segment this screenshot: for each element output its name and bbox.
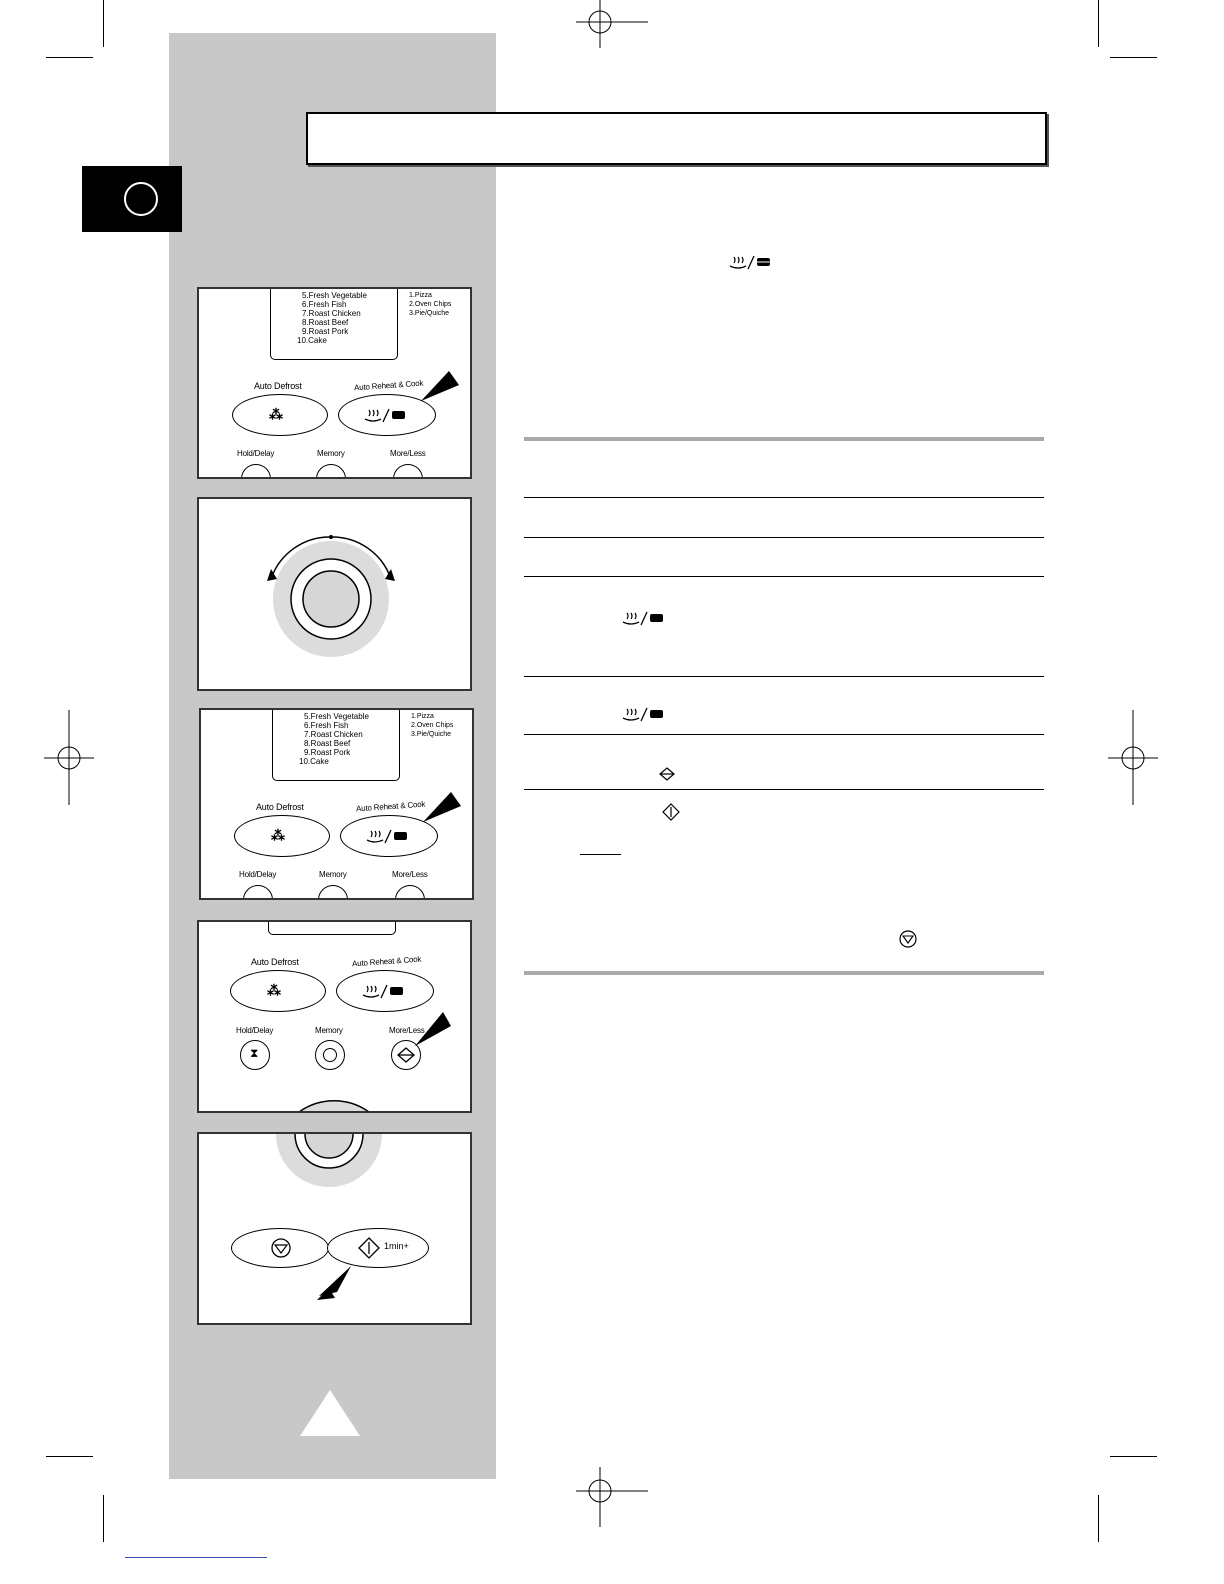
side-item: 1.Pizza (409, 292, 432, 299)
auto-defrost-label: Auto Defrost (256, 802, 304, 812)
language-circle (124, 182, 158, 216)
table-rule (524, 789, 1044, 790)
menu-item: 10.Cake (299, 757, 329, 766)
control-panel-illustration-5 (197, 1132, 472, 1325)
hold-delay-label: Hold/Delay (237, 449, 275, 458)
page-number-triangle (298, 1388, 362, 1438)
start-icon (358, 1237, 380, 1259)
menu-item: 8.Roast Beef (302, 318, 349, 327)
memory-icon (323, 1048, 337, 1062)
dial-graphic (269, 1132, 389, 1198)
side-item: 2.Oven Chips (411, 722, 454, 729)
table-rule (524, 537, 1044, 538)
menu-item: 7.Roast Chicken (302, 309, 361, 318)
side-item: 3.Pie/Quiche (409, 310, 450, 317)
defrost-icon: ⁂ (267, 982, 281, 998)
table-rule (524, 734, 1044, 735)
side-list (411, 712, 453, 739)
menu-item: 6.Fresh Fish (304, 721, 349, 730)
memory-label: Memory (315, 1026, 343, 1035)
section-rule-bottom (524, 971, 1044, 975)
crop-mark (103, 1495, 104, 1542)
footer-rule (125, 1557, 267, 1558)
side-item: 2.Oven Chips (409, 301, 452, 308)
memory-label: Memory (319, 870, 347, 879)
registration-mark (1108, 710, 1158, 805)
memory-button[interactable] (316, 464, 346, 479)
auto-reheat-label: Auto Reheat & Cook (351, 954, 422, 969)
reheat-cook-icon (621, 610, 667, 628)
more-less-button[interactable] (395, 885, 425, 900)
memory-label: Memory (317, 449, 345, 458)
hold-delay-label: Hold/Delay (239, 870, 277, 879)
memory-button[interactable] (318, 885, 348, 900)
registration-mark (576, 1467, 648, 1529)
defrost-icon: ⁂ (271, 827, 285, 843)
press-pointer-icon (421, 371, 461, 411)
crop-mark (103, 0, 104, 47)
menu-item: 8.Roast Beef (304, 739, 351, 748)
stop-button[interactable] (231, 1228, 329, 1268)
note-underline (580, 854, 621, 855)
table-rule (524, 497, 1044, 498)
menu-list-box (268, 920, 396, 935)
auto-reheat-label: Auto Reheat & Cook (353, 378, 424, 393)
menu-list (297, 291, 367, 345)
menu-item: 9.Roast Pork (304, 748, 351, 757)
stop-icon (898, 929, 918, 949)
hold-delay-label: Hold/Delay (236, 1026, 274, 1035)
hold-delay-button[interactable] (241, 464, 271, 479)
dial-illustration (197, 497, 472, 691)
more-less-label: More/Less (390, 449, 426, 458)
registration-mark (44, 710, 94, 805)
crop-mark (46, 1456, 93, 1457)
control-panel-illustration-1 (197, 287, 472, 479)
reheat-cook-icon (728, 254, 774, 272)
menu-item: 5.Fresh Vegetable (304, 712, 369, 721)
more-less-label: More/Less (389, 1026, 425, 1035)
crop-mark (46, 57, 93, 58)
more-less-label: More/Less (392, 870, 428, 879)
table-rule (524, 676, 1044, 677)
crop-mark (1110, 1456, 1157, 1457)
dial-edge (289, 1098, 379, 1112)
menu-list (299, 712, 369, 766)
table-rule (524, 576, 1044, 577)
control-panel-illustration-3 (199, 708, 474, 900)
press-pointer-icon (413, 1010, 453, 1050)
hourglass-icon: ⧗ (250, 1046, 259, 1060)
hold-delay-button[interactable] (240, 1040, 270, 1070)
menu-item: 10.Cake (297, 336, 327, 345)
language-tab (82, 166, 182, 232)
menu-item: 9.Roast Pork (302, 327, 349, 336)
page-title-box (306, 112, 1047, 165)
menu-item: 5.Fresh Vegetable (302, 291, 367, 300)
auto-defrost-button[interactable] (234, 815, 330, 857)
reheat-cook-icon (365, 828, 411, 846)
reheat-cook-icon (361, 983, 407, 1001)
auto-defrost-button[interactable] (232, 394, 328, 436)
press-pointer-icon (423, 792, 463, 832)
start-button-label: 1min+ (384, 1241, 409, 1251)
section-rule-top (524, 437, 1044, 441)
auto-reheat-button[interactable] (336, 970, 434, 1012)
crop-mark (1098, 1495, 1099, 1542)
more-less-icon (659, 767, 675, 781)
menu-item: 7.Roast Chicken (304, 730, 363, 739)
auto-defrost-button[interactable] (230, 970, 326, 1012)
reheat-cook-icon (621, 706, 667, 724)
auto-reheat-label: Auto Reheat & Cook (355, 799, 426, 814)
start-icon (662, 803, 680, 821)
side-item: 1.Pizza (411, 713, 434, 720)
dial-graphic (199, 499, 470, 689)
reheat-cook-icon (363, 407, 409, 425)
side-list (409, 291, 451, 318)
defrost-icon: ⁂ (269, 406, 283, 422)
auto-defrost-label: Auto Defrost (254, 381, 302, 391)
registration-mark (576, 0, 648, 50)
more-less-button[interactable] (393, 464, 423, 479)
press-pointer-icon (317, 1262, 357, 1302)
auto-defrost-label: Auto Defrost (251, 957, 299, 967)
crop-mark (1110, 57, 1157, 58)
crop-mark (1098, 0, 1099, 47)
control-panel-illustration-4 (197, 920, 472, 1113)
side-item: 3.Pie/Quiche (411, 731, 452, 738)
memory-button[interactable] (315, 1040, 345, 1070)
menu-item: 6.Fresh Fish (302, 300, 347, 309)
stop-icon (270, 1237, 292, 1259)
hold-delay-button[interactable] (243, 885, 273, 900)
